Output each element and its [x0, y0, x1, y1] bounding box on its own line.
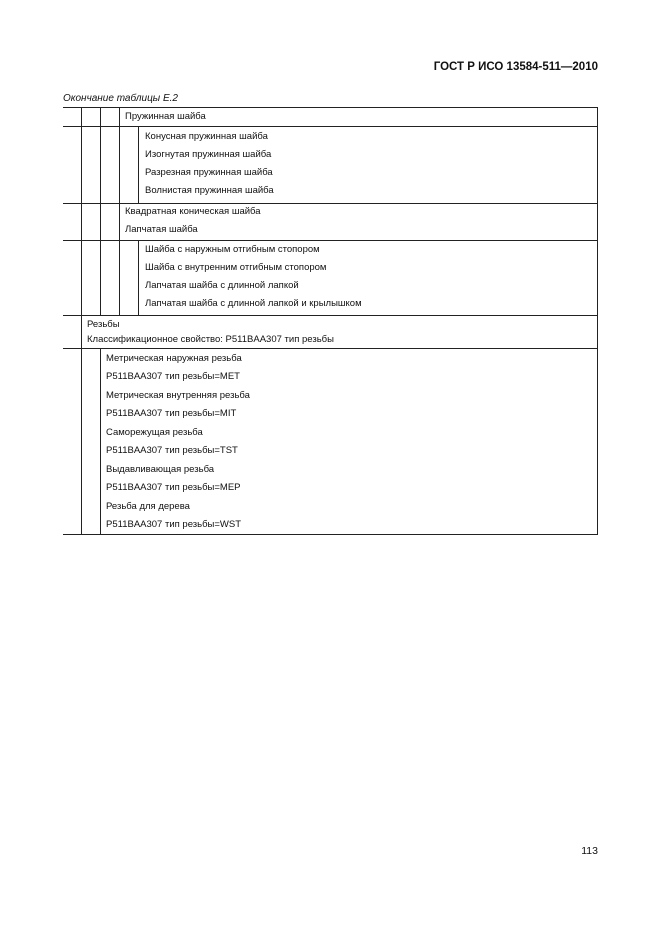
- table-cell: Шайба с наружным отгибным стопором: [145, 244, 320, 255]
- table-cell: Волнистая пружинная шайба: [145, 185, 274, 196]
- table-cell: P511BAA307 тип резьбы=WST: [106, 519, 242, 530]
- table-cell: Квадратная коническая шайба: [125, 206, 261, 217]
- level-2-line: [100, 107, 101, 315]
- table-cell: Метрическая наружная резьба: [106, 353, 242, 364]
- table-cell: P511BAA307 тип резьбы=MIT: [106, 408, 237, 419]
- page-number: 113: [581, 845, 598, 857]
- table-cell: Метрическая внутренняя резьба: [106, 390, 250, 401]
- level-4-line: [138, 240, 139, 315]
- table-cell: Конусная пружинная шайба: [145, 131, 268, 142]
- row-divider: [63, 203, 598, 204]
- table-cell: Пружинная шайба: [125, 111, 206, 122]
- row-divider: [63, 348, 598, 349]
- table-cell: Выдавливающая резьба: [106, 464, 215, 475]
- level-4-line: [138, 126, 139, 203]
- table-cell: Разрезная пружинная шайба: [145, 167, 273, 178]
- level-3-line: [119, 107, 120, 315]
- table-cell: Классификационное свойство: P511BAA307 тип резьбы: [87, 334, 334, 345]
- row-divider: [63, 315, 598, 316]
- table-cell: Саморежущая резьба: [106, 427, 203, 438]
- table-cell: P511BAA307 тип резьбы=MET: [106, 371, 240, 382]
- table-cell: Лапчатая шайба: [125, 224, 198, 235]
- table-cell: Лапчатая шайба с длинной лапкой и крылышком: [145, 298, 362, 309]
- table-cell: P511BAA307 тип резьбы=TST: [106, 445, 238, 456]
- table-bottom-border: [63, 534, 598, 535]
- row-divider: [63, 240, 598, 241]
- table-cell: Резьба для дерева: [106, 501, 190, 512]
- table-cell: Резьбы: [87, 319, 120, 330]
- table-cell: Шайба с внутренним отгибным стопором: [145, 262, 327, 273]
- level-2-line: [100, 348, 101, 535]
- classification-table: [63, 107, 598, 535]
- level-1-line: [81, 107, 82, 535]
- table-cell: Изогнутая пружинная шайба: [145, 149, 272, 160]
- row-divider: [63, 126, 598, 127]
- table-caption: Окончание таблицы Е.2: [63, 93, 178, 104]
- table-cell: Лапчатая шайба с длинной лапкой: [145, 280, 299, 291]
- standard-header: ГОСТ Р ИСО 13584-511—2010: [433, 61, 598, 73]
- table-top-border: [63, 107, 598, 108]
- table-cell: P511BAA307 тип резьбы=MEP: [106, 482, 241, 493]
- table-right-border: [597, 107, 598, 535]
